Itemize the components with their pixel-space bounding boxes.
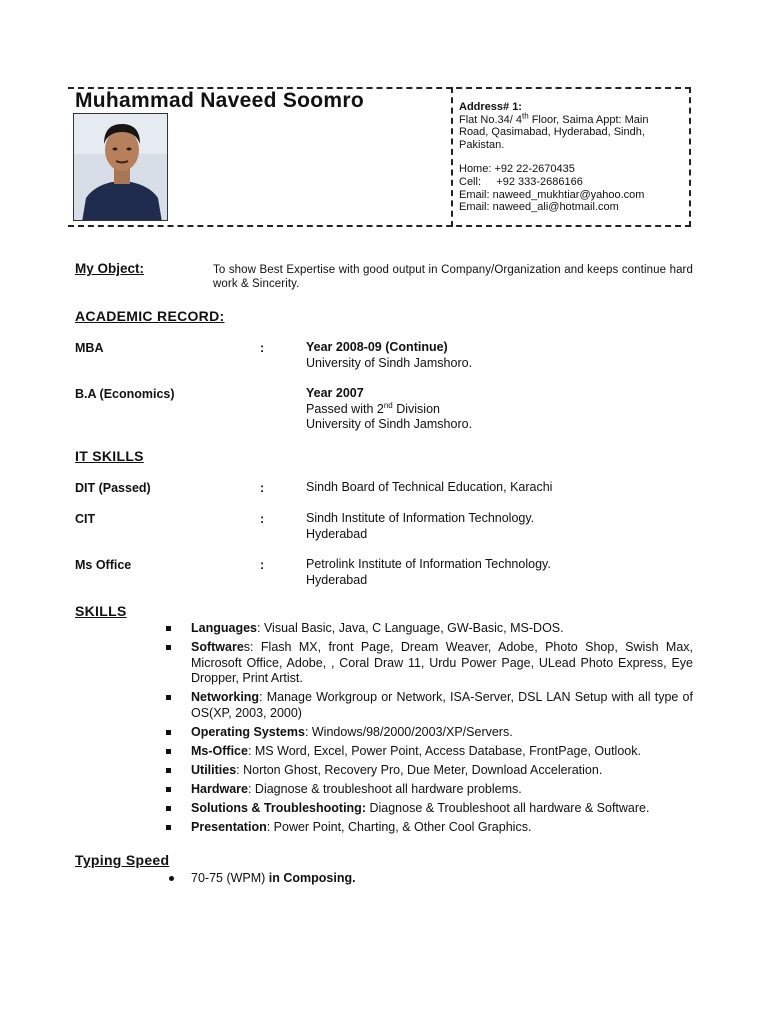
msoffice-label: Ms Office	[75, 558, 132, 572]
cit-label: CIT	[75, 512, 96, 526]
msoffice-institute: Petrolink Institute of Information Technology.	[306, 557, 551, 571]
square-bullet-icon	[166, 626, 171, 631]
address-line-3: Pakistan.	[459, 138, 505, 151]
skill-details: : MS Word, Excel, Power Point, Access Database, FrontPage, Outlook.	[247, 743, 641, 758]
address-gap	[459, 151, 684, 163]
ba-division-end: Division	[392, 401, 440, 416]
dit-value: Sindh Board of Technical Education, Karachi	[306, 480, 553, 494]
msoffice-value	[306, 557, 686, 588]
profile-photo-icon	[74, 114, 168, 221]
it-skills-title: IT SKILLS	[75, 448, 144, 464]
skill-details: : Norton Ghost, Recovery Pro, Due Meter, Download Acceleration.	[236, 762, 603, 777]
skill-category: Ms-Office	[191, 743, 248, 758]
header-right-border	[689, 87, 691, 227]
skill-item	[166, 763, 693, 779]
skills-title: SKILLS	[75, 603, 127, 619]
skill-item	[166, 744, 693, 760]
typing-title: Typing Speed	[75, 852, 170, 868]
mba-year: Year 2008-09 (Continue)	[306, 340, 448, 354]
msoffice-colon: :	[260, 558, 265, 572]
home-phone: Home: +92 22-2670435	[459, 163, 575, 176]
address-title: Address# 1:	[459, 101, 522, 113]
ba-division-start: Passed with 2	[306, 401, 384, 416]
skill-category: Utilities	[191, 762, 237, 777]
skill-item	[166, 621, 693, 637]
address-line-1-sup: th	[521, 110, 529, 120]
email-hotmail[interactable]: Email: naweed_ali@hotmail.com	[459, 201, 619, 214]
typing-value-bold: in Composing.	[268, 871, 356, 885]
skill-category: Solutions & Troubleshooting:	[191, 800, 366, 815]
skill-category: Hardware	[191, 781, 248, 796]
mba-label: MBA	[75, 341, 104, 355]
mba-colon: :	[260, 341, 265, 355]
skill-item	[166, 640, 693, 687]
msoffice-city: Hyderabad	[306, 572, 368, 587]
skill-details: : Visual Basic, Java, C Language, GW-Basic, MS-DOS.	[257, 621, 564, 635]
skill-category: Languages	[191, 621, 257, 635]
address-line-1	[459, 110, 684, 127]
skill-category: Presentation	[191, 819, 267, 834]
square-bullet-icon	[166, 730, 171, 735]
academic-title: ACADEMIC RECORD:	[75, 308, 225, 324]
address-line-1-start: Flat No.34/ 4	[459, 113, 522, 126]
square-bullet-icon	[166, 825, 171, 830]
objective-label: My Object:	[75, 261, 145, 276]
skill-details: s: Flash MX, front Page, Dream Weaver, Adobe, Photo Shop, Swish Max, Microsoft Office, Adobe, , Coral Draw 11, Urdu Power Page, ULead Photo Express, Eye Dropper, Print Artist.	[191, 640, 693, 685]
square-bullet-icon	[166, 695, 171, 700]
skill-item	[166, 725, 693, 741]
square-bullet-icon	[166, 645, 171, 650]
cit-colon: :	[260, 512, 265, 526]
skill-category: Networking	[191, 690, 260, 704]
skill-details: : Diagnose & troubleshoot all hardware problems.	[247, 781, 522, 796]
cit-city: Hyderabad	[306, 526, 368, 541]
skill-category: Software	[191, 640, 244, 654]
ba-division	[306, 402, 686, 418]
skill-item	[166, 820, 693, 836]
skill-item	[166, 801, 693, 817]
ba-university: University of Sindh Jamshoro.	[306, 417, 473, 431]
mba-value	[306, 340, 686, 371]
square-bullet-icon	[166, 806, 171, 811]
mba-university: University of Sindh Jamshoro.	[306, 355, 473, 370]
contact-block	[459, 101, 684, 214]
skill-item	[166, 690, 693, 721]
address-line-2: Road, Qasimabad, Hyderabad, Sindh,	[459, 126, 645, 139]
cit-institute: Sindh Institute of Information Technology.	[306, 511, 535, 525]
dit-colon: :	[260, 481, 265, 495]
square-bullet-icon	[166, 749, 171, 754]
skill-item	[166, 782, 693, 798]
skill-category: Operating Systems	[191, 724, 305, 739]
ba-label: B.A (Economics)	[75, 387, 175, 401]
square-bullet-icon	[166, 787, 171, 792]
skill-details: : Manage Workgroup or Network, ISA-Server, DSL LAN Setup with all type of OS(XP, 2003, 2000)	[191, 690, 693, 720]
candidate-name: Muhammad Naveed Soomro	[75, 89, 364, 112]
ba-division-sup: nd	[383, 400, 393, 410]
typing-item	[166, 871, 356, 885]
square-bullet-icon	[166, 768, 171, 773]
skill-details: Diagnose & Troubleshoot all hardware & Software.	[365, 800, 650, 815]
ba-value	[306, 386, 686, 433]
header-divider	[451, 87, 453, 227]
objective-text: To show Best Expertise with good output in Company/Organization and keeps continue hard work & Sincerity.	[213, 264, 693, 290]
skill-details: : Windows/98/2000/2003/XP/Servers.	[304, 724, 513, 739]
address-line-1-end: Floor, Saima Appt: Main	[528, 113, 649, 126]
bullet-icon	[169, 876, 174, 881]
cell-phone: Cell: +92 333-2686166	[459, 175, 583, 188]
typing-value: 70-75 (WPM)	[191, 871, 269, 885]
profile-photo	[73, 113, 168, 221]
email-yahoo[interactable]: Email: naweed_mukhtiar@yahoo.com	[459, 188, 645, 201]
cit-value	[306, 511, 686, 542]
dit-label: DIT (Passed)	[75, 481, 151, 495]
skill-details: : Power Point, Charting, & Other Cool Graphics.	[266, 819, 532, 834]
ba-year: Year 2007	[306, 386, 364, 400]
skills-list	[166, 621, 693, 839]
